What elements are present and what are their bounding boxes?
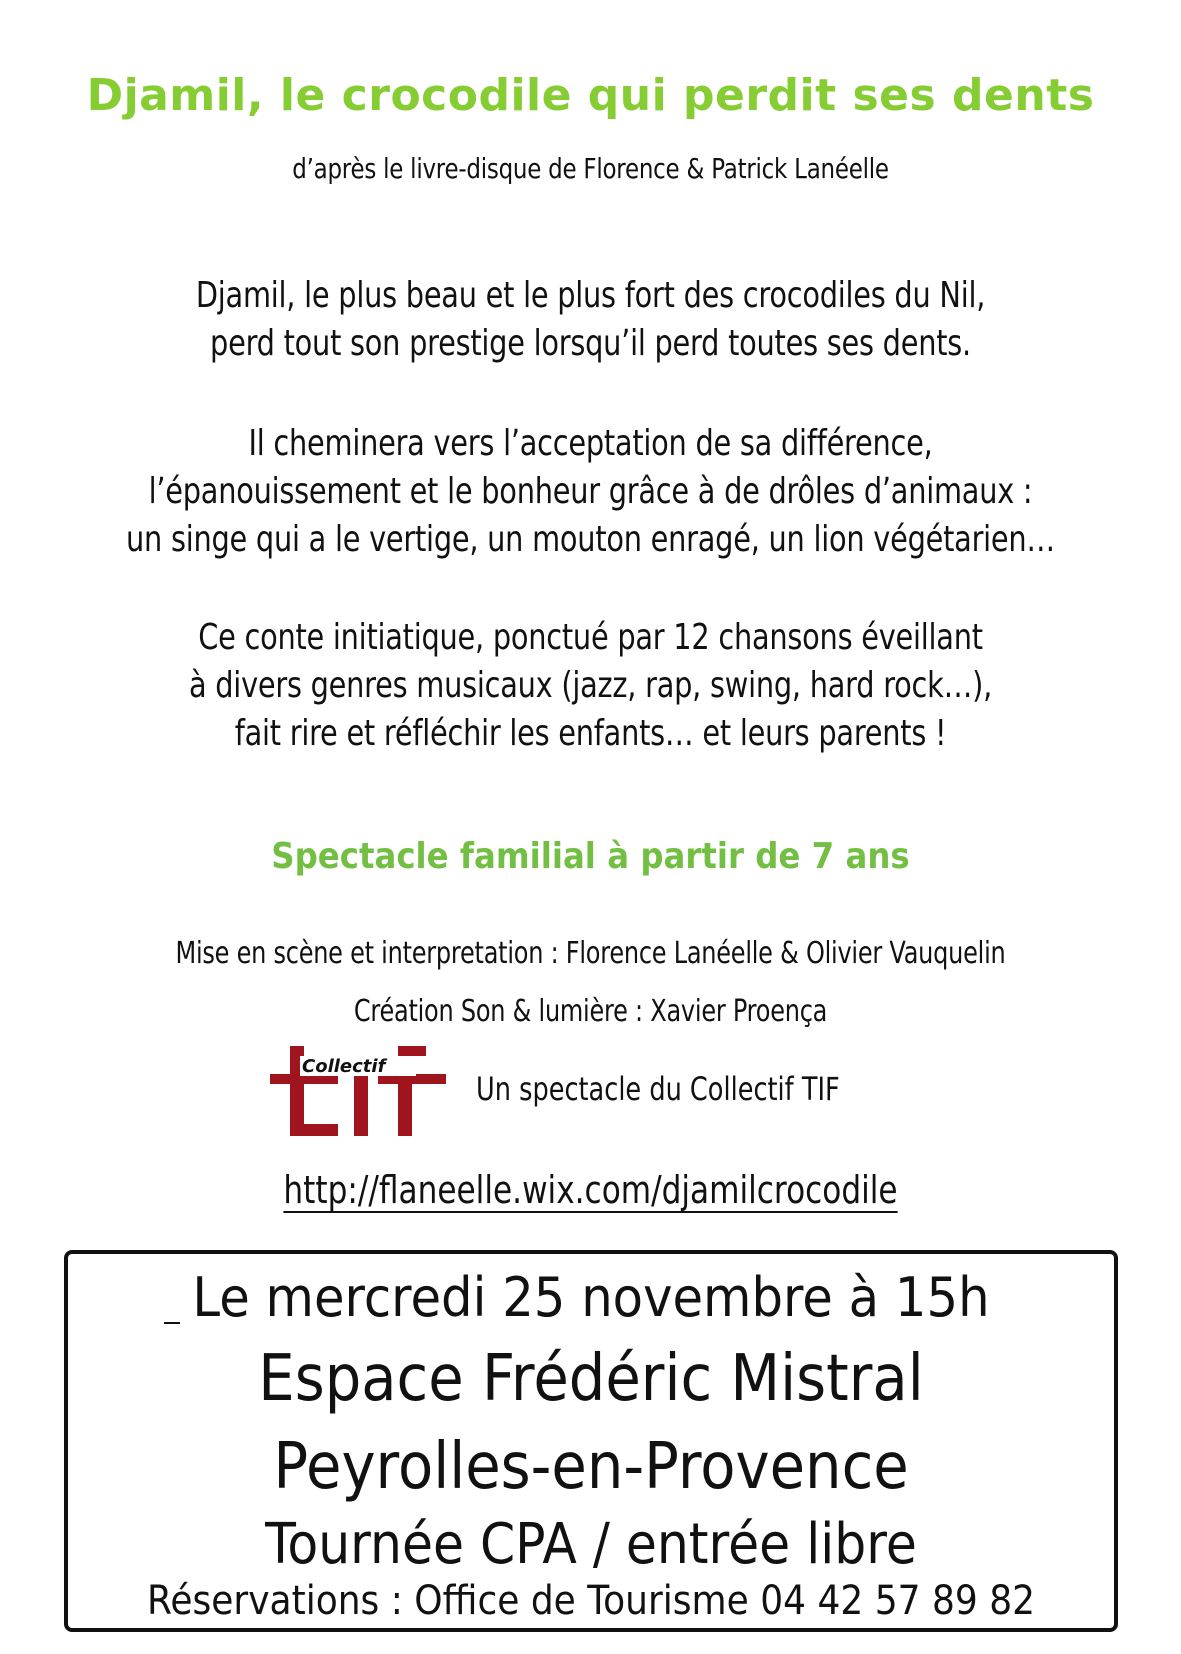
website-link[interactable]: http://flaneelle.wix.com/djamilcrocodile: [283, 1168, 898, 1212]
credit-sound-light: Création Son & lumière : Xavier Proença: [353, 994, 828, 1029]
description-paragraph-1: [118, 272, 1063, 368]
paragraph-line: perd tout son prestige lorsqu’il perd toutes ses dents.: [210, 323, 971, 364]
description-paragraph-2: [118, 420, 1063, 564]
event-venue: Espace Frédéric Mistral: [258, 1342, 924, 1416]
subtitle: d’après le livre-disque de Florence & Patrick Lanéelle: [292, 152, 889, 185]
page-title: Djamil, le crocodile qui perdit ses dents: [86, 70, 1095, 121]
paragraph-line: Djamil, le plus beau et le plus fort des crocodiles du Nil,: [195, 275, 986, 316]
collectif-credit: Un spectacle du Collectif TIF: [476, 1070, 840, 1108]
description-paragraph-3: [118, 614, 1063, 758]
paragraph-line: un singe qui a le vertige, un mouton enragé, un lion végétarien…: [126, 519, 1055, 560]
event-date: Le mercredi 25 novembre à 15h: [192, 1266, 990, 1329]
collectif-tif-logo-icon: [270, 1038, 460, 1143]
audience-label: Spectacle familial à partir de 7 ans: [271, 836, 910, 877]
paragraph-line: à divers genres musicaux (jazz, rap, swing, hard rock…),: [188, 665, 993, 706]
credit-staging: Mise en scène et interpretation : Florence Lanéelle & Olivier Vauquelin: [175, 936, 1006, 971]
event-info-box: [64, 1250, 1118, 1632]
logo-small-text: Collectif: [302, 1056, 386, 1077]
event-town: Peyrolles-en-Provence: [273, 1430, 909, 1504]
event-tour: Tournée CPA / entrée libre: [265, 1512, 917, 1577]
website-line: [106, 1168, 1074, 1212]
paragraph-line: l’épanouissement et le bonheur grâce à de drôles d’animaux :: [148, 471, 1033, 512]
paragraph-line: fait rire et réfléchir les enfants… et leurs parents !: [234, 713, 947, 754]
paragraph-line: Il cheminera vers l’acceptation de sa différence,: [248, 423, 933, 464]
event-reservations: Réservations : Office de Tourisme 04 42 57 89 82: [146, 1578, 1036, 1624]
paragraph-line: Ce conte initiatique, ponctué par 12 chansons éveillant: [198, 617, 983, 658]
